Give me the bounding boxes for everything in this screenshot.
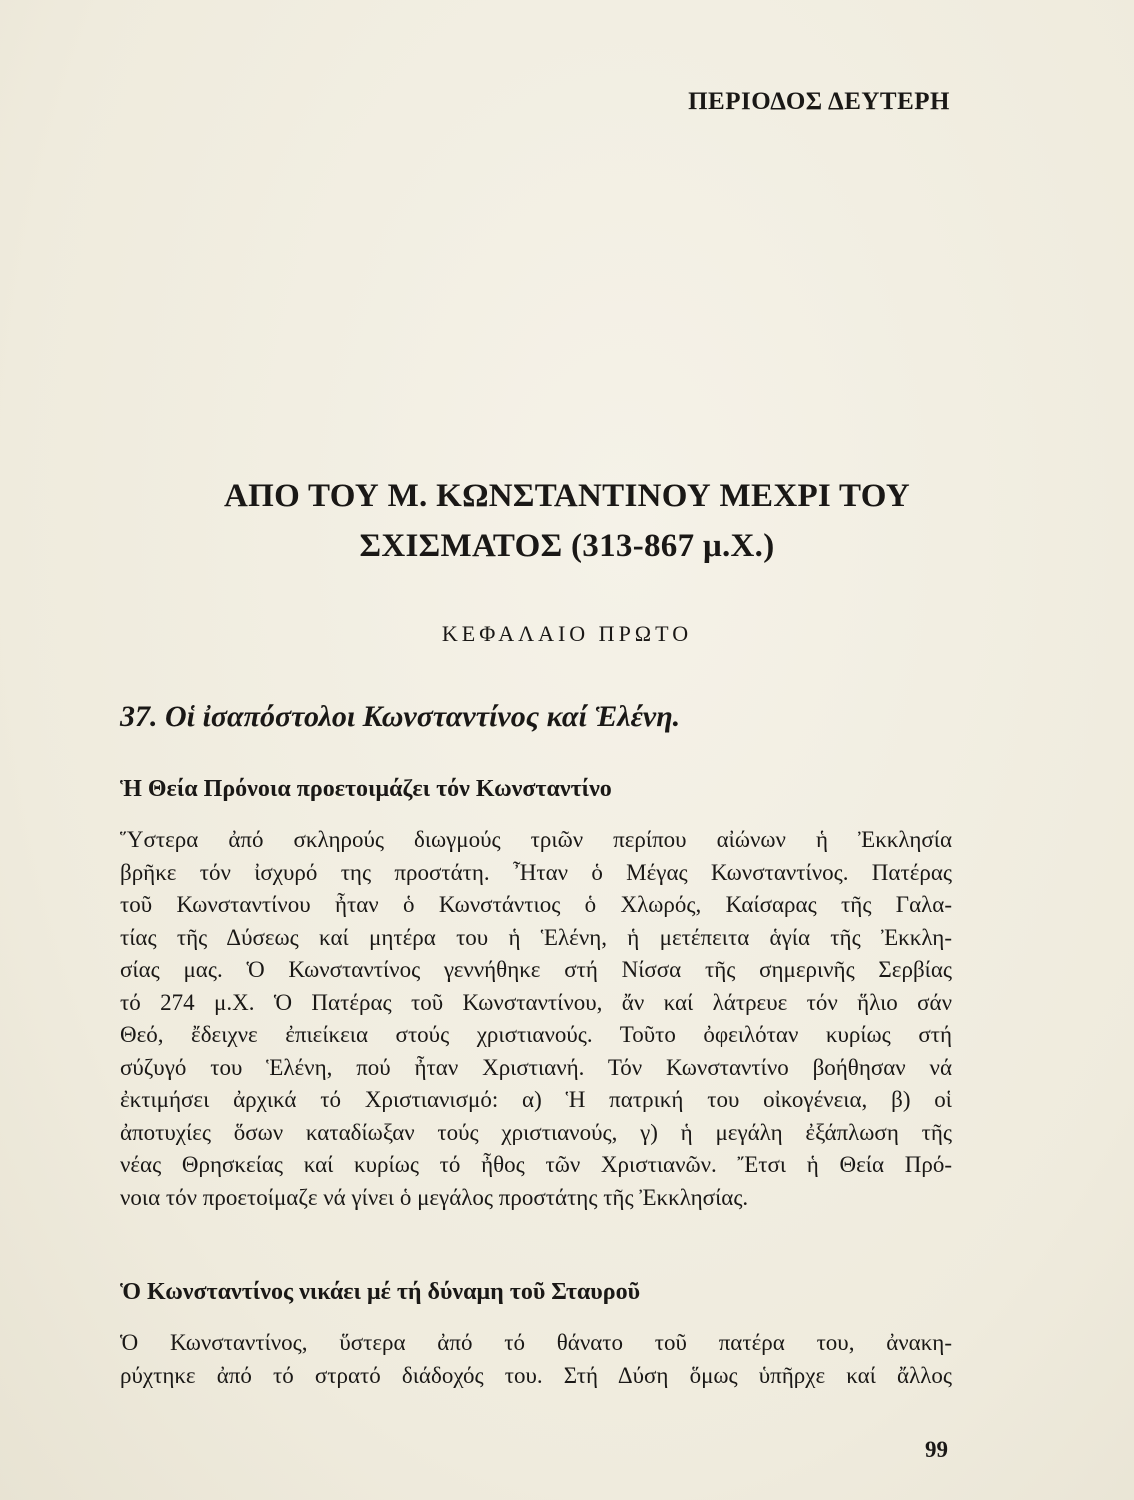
paragraph-line: ἀποτυχίες ὅσων καταδίωξαν τούς χριστιανούς, γ) ἡ μεγάλη ἐξάπλωση τῆς: [120, 1119, 952, 1145]
running-head: ΠΕΡΙΟΔΟΣ ΔΕΥΤΕΡΗ: [688, 88, 950, 115]
paragraph-line: Ὕστερα ἀπό σκληρούς διωγμούς τριῶν περίπου αἰώνων ἡ Ἐκκλησία: [120, 827, 952, 852]
page-number: 99: [925, 1437, 948, 1462]
paragraph-line: Ὁ Κωνσταντίνος, ὕστερα ἀπό τό θάνατο τοῦ πατέρα του, ἀνακη-: [120, 1330, 952, 1355]
paragraph-line: ἐκτιμήσει ἀρχικά τό Χριστιανισμό: α) Ἡ πατρική του οἰκογένεια, β) οἱ: [120, 1087, 952, 1112]
paragraph-2: [120, 1327, 952, 1392]
paragraph-line: τό 274 μ.Χ. Ὁ Πατέρας τοῦ Κωνσταντίνου, ἄν καί λάτρευε τόν ἥλιο σάν: [120, 989, 952, 1015]
paragraph-line: τοῦ Κωνσταντίνου ἦταν ὁ Κωνστάντιος ὁ Χλωρός, Καίσαρας τῆς Γαλα-: [120, 892, 952, 917]
section-title: 37. Οἱ ἰσαπόστολοι Κωνσταντίνος καί Ἑλένη.: [120, 700, 681, 733]
paragraph-line: σίας μας. Ὁ Κωνσταντίνος γεννήθηκε στή Νίσσα τῆς σημερινῆς Σερβίας: [120, 957, 952, 982]
paragraph-line: βρῆκε τόν ἰσχυρό της προστάτη. Ἦταν ὁ Μέγας Κωνσταντίνος. Πατέρας: [120, 859, 952, 885]
paragraph-1: [120, 824, 952, 1214]
paragraph-line: ρύχτηκε ἀπό τό στρατό διάδοχός του. Στή Δύση ὅμως ὑπῆρχε καί ἄλλος: [120, 1362, 952, 1388]
paragraph-line: Θεό, ἔδειχνε ἐπιείκεια στούς χριστιανούς. Τοῦτο ὀφειλόταν κυρίως στή: [120, 1022, 952, 1047]
chapter-label: ΚΕΦΑΛΑΙΟ ΠΡΩΤΟ: [441, 621, 693, 646]
paragraph-line: νοια τόν προετοίμαζε νά γίνει ὁ μεγάλος προστάτης τῆς Ἐκκλησίας.: [120, 1184, 749, 1210]
subhead-providence: Ἡ Θεία Πρόνοια προετοιμάζει τόν Κωνσταντίνο: [120, 776, 612, 802]
subhead-cross: Ὁ Κωνσταντίνος νικάει μέ τή δύναμη τοῦ Σταυροῦ: [120, 1279, 641, 1305]
part-title-line-2: ΣΧΙΣΜΑΤΟΣ (313-867 μ.Χ.): [359, 528, 775, 564]
paragraph-line: τίας τῆς Δύσεως καί μητέρα του ἡ Ἑλένη, ἡ μετέπειτα ἁγία τῆς Ἐκκλη-: [120, 924, 952, 950]
paragraph-line: νέας Θρησκείας καί κυρίως τό ἦθος τῶν Χριστιανῶν. Ἔτσι ἡ Θεία Πρό-: [120, 1152, 952, 1177]
paragraph-line: σύζυγό του Ἑλένη, πού ἦταν Χριστιανή. Τόν Κωνσταντίνο βοήθησαν νά: [120, 1054, 952, 1080]
part-title-line-1: ΑΠΟ ΤΟΥ Μ. ΚΩΝΣΤΑΝΤΙΝΟΥ ΜΕΧΡΙ ΤΟΥ: [224, 478, 910, 514]
